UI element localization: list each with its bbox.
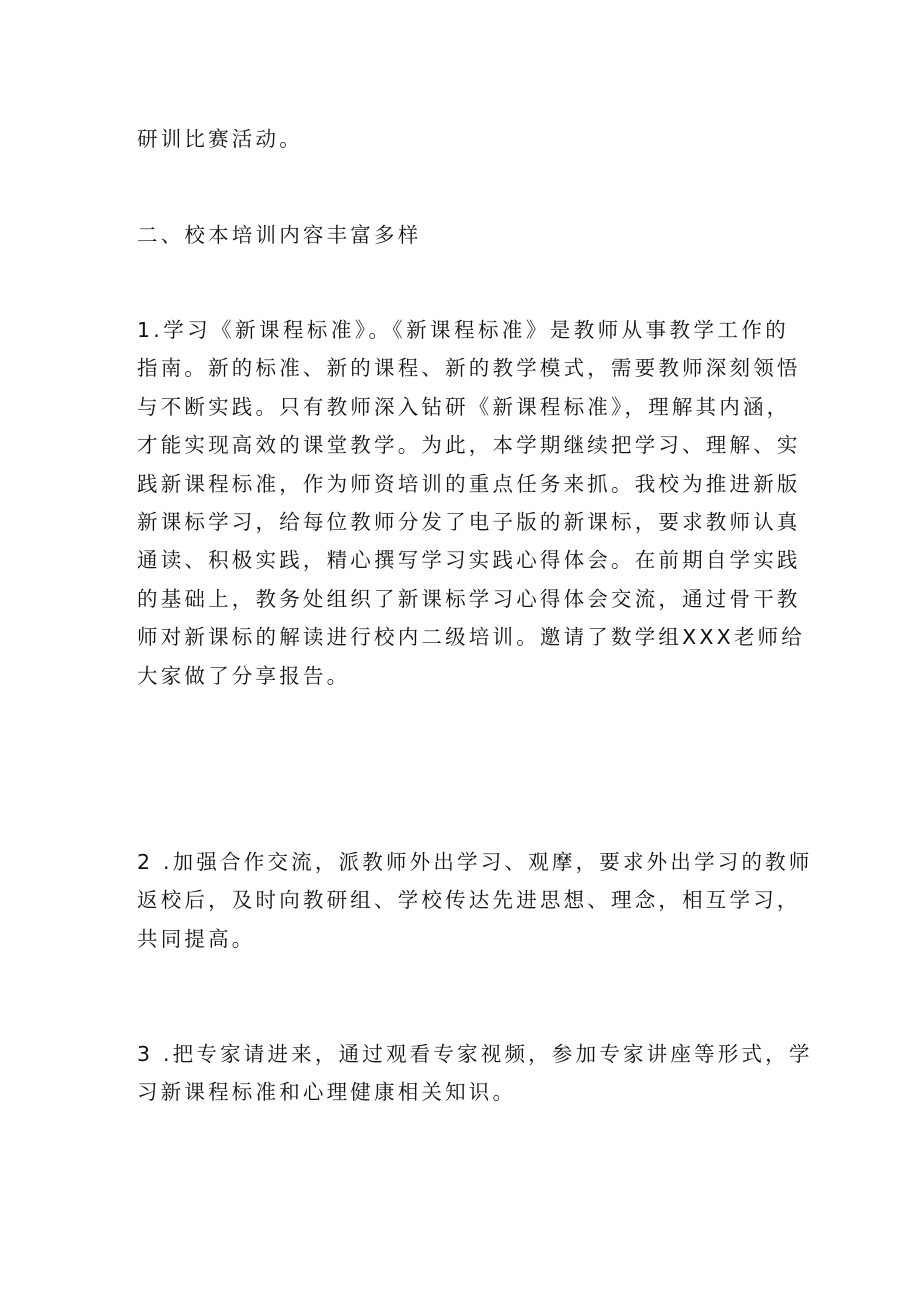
text-line: 3 .把专家请进来，通过观看专家视频，参加专家讲座等形式，学 [137, 1042, 813, 1066]
text-line: 2 .加强合作交流，派教师外出学习、观摩，要求外出学习的教师 [137, 850, 813, 874]
text-line: 践新课程标准，作为师资培训的重点任务来抓。我校为推进新版 [137, 471, 801, 496]
paragraph-item-1 [137, 311, 805, 695]
text-line: 才能实现高效的课堂教学。为此，本学期继续把学习、理解、实 [137, 433, 801, 458]
text-line: 习新课程标准和心理健康相关知识。 [137, 1080, 517, 1105]
text-line: 1.学习《新课程标准》。《新课程标准》是教师从事教学工作的 [137, 318, 789, 342]
section-heading [137, 216, 789, 254]
text-line: 研训比赛活动。 [137, 127, 303, 151]
text-line: 与不断实践。只有教师深入钻研《新课程标准》，理解其内涵， [137, 394, 791, 419]
text-line: 师对新课标的解读进行校内二级培训。邀请了数学组XXX老师给 [137, 625, 805, 650]
paragraph-item-3 [137, 1035, 813, 1112]
text-line: 大家做了分享报告。 [137, 663, 351, 688]
paragraph-intro-tail [137, 120, 789, 158]
text-line: 通读、积极实践，精心撰写学习实践心得体会。在前期自学实践 [137, 548, 801, 573]
paragraph-item-2 [137, 843, 813, 958]
text-line: 共同提高。 [137, 926, 256, 951]
text-line: 指南。新的标准、新的课程、新的教学模式，需要教师深刻领悟 [137, 356, 801, 381]
text-line: 返校后，及时向教研组、学校传达先进思想、理念，相互学习， [137, 888, 801, 913]
text-line: 的基础上，教务处组织了新课标学习心得体会交流，通过骨干教 [137, 586, 801, 611]
heading-text: 二、校本培训内容丰富多样 [137, 223, 422, 247]
text-line: 新课标学习，给每位教师分发了电子版的新课标，要求教师认真 [137, 510, 801, 535]
